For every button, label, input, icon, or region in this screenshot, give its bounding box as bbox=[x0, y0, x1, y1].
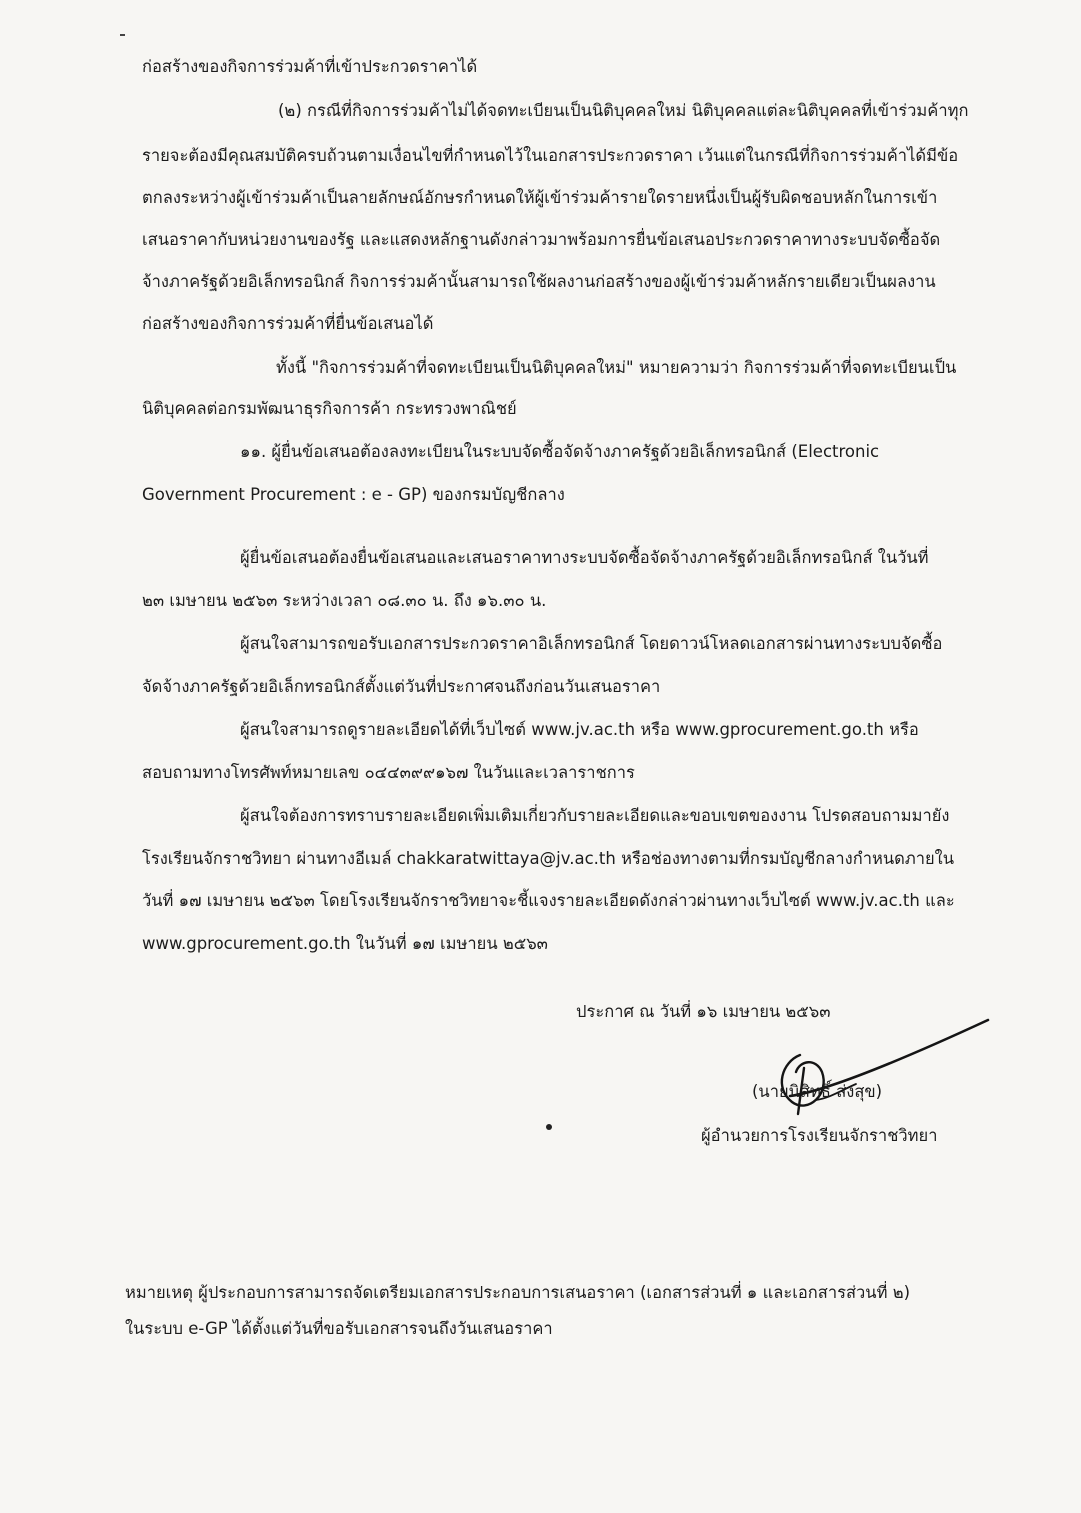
paragraph-line: ตกลงระหว่างผู้เข้าร่วมค้าเป็นลายลักษณ์อักษรกำหนดให้ผู้เข้าร่วมค้ารายใดรายหนึ่งเป็นผู้รับผิดชอบหลักในการเข้า bbox=[142, 188, 938, 207]
signer-name: (นายนิสิทธิ์ ส่งสุข) bbox=[752, 1082, 883, 1101]
paragraph-line: ๒๓ เมษายน ๒๕๖๓ ระหว่างเวลา ๐๘.๓๐ น. ถึง ๑๖.๓๐ น. bbox=[142, 591, 547, 610]
note-line: ในระบบ e-GP ได้ตั้งแต่วันที่ขอรับเอกสารจนถึงวันเสนอราคา bbox=[125, 1319, 553, 1338]
paragraph-line: ก่อสร้างของกิจการร่วมค้าที่เข้าประกวดราคาได้ bbox=[142, 57, 478, 76]
paragraph-line: นิติบุคคลต่อกรมพัฒนาธุรกิจการค้า กระทรวงพาณิชย์ bbox=[142, 399, 517, 418]
signer-title: ผู้อำนวยการโรงเรียนจักราชวิทยา bbox=[701, 1126, 938, 1145]
handwritten-signature bbox=[760, 1010, 1000, 1130]
paragraph-line: ๑๑. ผู้ยื่นข้อเสนอต้องลงทะเบียนในระบบจัดซื้อจัดจ้างภาครัฐด้วยอิเล็กทรอนิกส์ (Electronic bbox=[240, 442, 880, 461]
paragraph-line: โรงเรียนจักราชวิทยา ผ่านทางอีเมล์ chakkaratwittaya@jv.ac.th หรือช่องทางตามที่กรมบัญชีกลางกำหนดภายใน bbox=[142, 849, 954, 868]
paragraph-line: ผู้สนใจสามารถขอรับเอกสารประกวดราคาอิเล็กทรอนิกส์ โดยดาวน์โหลดเอกสารผ่านทางระบบจัดซื้อ bbox=[240, 634, 943, 653]
paragraph-line: ผู้ยื่นข้อเสนอต้องยื่นข้อเสนอและเสนอราคาทางระบบจัดซื้อจัดจ้างภาครัฐด้วยอิเล็กทรอนิกส์ ในวันที่ bbox=[240, 548, 929, 567]
paragraph-line: ผู้สนใจสามารถดูรายละเอียดได้ที่เว็บไซต์ www.jv.ac.th หรือ www.gprocurement.go.th หรือ bbox=[240, 720, 919, 739]
paragraph-line: เสนอราคากับหน่วยงานของรัฐ และแสดงหลักฐานดังกล่าวมาพร้อมการยื่นข้อเสนอประกวดราคาทางระบบจัดซื้อจัด bbox=[142, 230, 941, 249]
scan-mark bbox=[120, 34, 125, 36]
paragraph-line: วันที่ ๑๗ เมษายน ๒๕๖๓ โดยโรงเรียนจักราชวิทยาจะชี้แจงรายละเอียดดังกล่าวผ่านทางเว็บไซต์ www.jv.ac.th และ bbox=[142, 891, 955, 910]
paragraph-line: ทั้งนี้ "กิจการร่วมค้าที่จดทะเบียนเป็นนิติบุคคลใหม่" หมายความว่า กิจการร่วมค้าที่จดทะเบียนเป็น bbox=[276, 358, 957, 377]
paragraph-line: (๒) กรณีที่กิจการร่วมค้าไม่ได้จดทะเบียนเป็นนิติบุคคลใหม่ นิติบุคคลแต่ละนิติบุคคลที่เข้าร่วมค้าทุก bbox=[278, 101, 969, 120]
paragraph-line: ผู้สนใจต้องการทราบรายละเอียดเพิ่มเติมเกี่ยวกับรายละเอียดและขอบเขตของงาน โปรดสอบถามมายัง bbox=[240, 806, 950, 825]
paragraph-line: จ้างภาครัฐด้วยอิเล็กทรอนิกส์ กิจการร่วมค้านั้นสามารถใช้ผลงานก่อสร้างของผู้เข้าร่วมค้าหลักรายเดียวเป็นผลงาน bbox=[142, 272, 936, 291]
paragraph-line: จัดจ้างภาครัฐด้วยอิเล็กทรอนิกส์ตั้งแต่วันที่ประกาศจนถึงก่อนวันเสนอราคา bbox=[142, 677, 661, 696]
paragraph-line: รายจะต้องมีคุณสมบัติครบถ้วนตามเงื่อนไขที่กำหนดไว้ในเอกสารประกวดราคา เว้นแต่ในกรณีที่กิจการร่วมค้าได้มีข้อ bbox=[142, 146, 959, 165]
announce-date: ประกาศ ณ วันที่ ๑๖ เมษายน ๒๕๖๓ bbox=[576, 1002, 831, 1021]
paragraph-line: สอบถามทางโทรศัพท์หมายเลข ๐๔๔๓๙๙๑๖๗ ในวันและเวลาราชการ bbox=[142, 763, 635, 782]
paragraph-line: www.gprocurement.go.th ในวันที่ ๑๗ เมษายน ๒๕๖๓ bbox=[142, 934, 548, 953]
note-line: หมายเหตุ ผู้ประกอบการสามารถจัดเตรียมเอกสารประกอบการเสนอราคา (เอกสารส่วนที่ ๑ และเอกสารส่วนที่ ๒) bbox=[125, 1283, 911, 1302]
stray-dot bbox=[546, 1124, 552, 1130]
paragraph-line: ก่อสร้างของกิจการร่วมค้าที่ยื่นข้อเสนอได้ bbox=[142, 314, 434, 333]
paragraph-line: Government Procurement : e - GP) ของกรมบัญชีกลาง bbox=[142, 485, 565, 504]
